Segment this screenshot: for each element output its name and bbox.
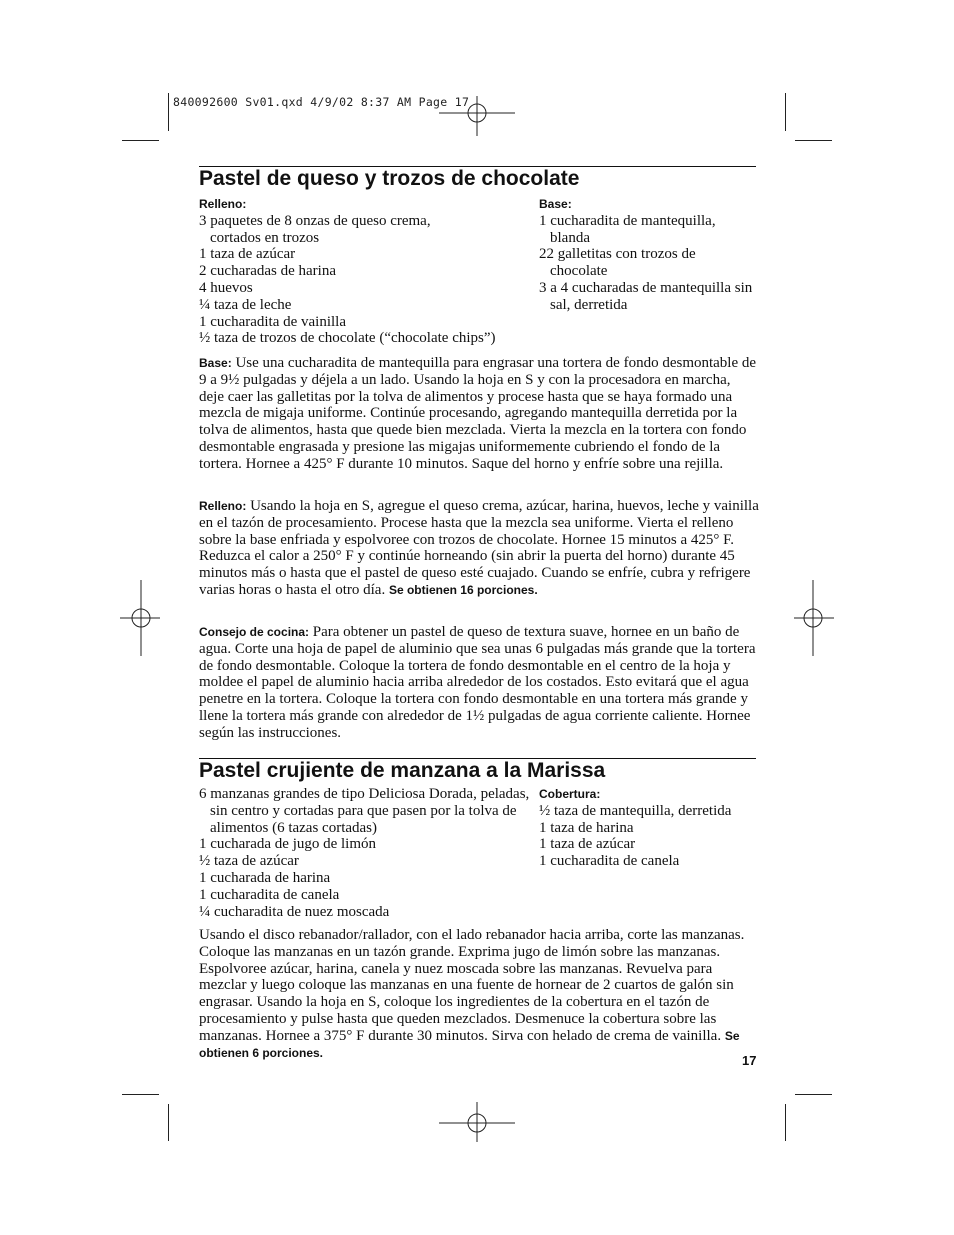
recipe-title: Pastel crujiente de manzana a la Marissa bbox=[199, 759, 606, 782]
crop-mark bbox=[122, 140, 159, 141]
crop-mark bbox=[785, 93, 786, 131]
ingredient: 4 huevos bbox=[199, 279, 253, 296]
ingredient: 3 a 4 cucharadas de mantequilla sin sal, derretida bbox=[539, 279, 753, 313]
base-label: Base: bbox=[539, 197, 572, 211]
apple-instructions-text: Usando el disco rebanador/rallador, con el lado rebanador hacia arriba, corte las manzanas. Coloque las manzanas en un tazón grande. Exprima jugo de limón sobre las manzanas. Espolvoree azúcar, harina, canela y nuez moscada sobre las manzanas. Revuelva para mezclar y luego coloque las manzanas en una fuente de hornear de 2 cuartos de galón sin engrasar. Usando la hoja en S, coloque los ingredientes de la cobertura en el tazón de procesamiento y pulse hasta que queden mezclados. Desmenuce la cobertura sobre las manzanas. Hornee a 375° F durante 30 minutos. Sirva con helado de crema de vainilla. bbox=[199, 927, 745, 1044]
filling-ingredients bbox=[199, 196, 529, 347]
base-instructions-label: Base: bbox=[199, 356, 232, 370]
ingredient: 1 cucharadita de mantequilla, blanda bbox=[539, 212, 716, 246]
ingredient: ½ taza de mantequilla, derretida bbox=[539, 802, 732, 819]
filling-instructions bbox=[199, 498, 759, 599]
base-ingredients bbox=[539, 196, 759, 314]
ingredient: ¼ cucharadita de nuez moscada bbox=[199, 903, 390, 920]
ingredient: ¼ taza de leche bbox=[199, 296, 292, 313]
topping-ingredients bbox=[539, 786, 759, 870]
page-number: 17 bbox=[742, 1053, 757, 1068]
servings: Se obtienen 6 porciones. bbox=[199, 1028, 740, 1060]
ingredient: 1 taza de azúcar bbox=[199, 246, 296, 263]
ingredient: 1 taza de azúcar bbox=[539, 836, 636, 853]
apple-ingredients bbox=[199, 786, 529, 920]
ingredient: 6 manzanas grandes de tipo Deliciosa Dorada, peladas, sin centro y cortadas para que pasen por la tolva de alimentos (6 tazas cortadas) bbox=[199, 786, 530, 836]
ingredient: 1 cucharadita de vainilla bbox=[199, 313, 347, 330]
recipe-title: Pastel de queso y trozos de chocolate bbox=[199, 167, 580, 190]
ingredient: 22 galletitas con trozos de chocolate bbox=[539, 246, 696, 280]
ingredient: 1 cucharada de harina bbox=[199, 869, 331, 886]
ingredient: 1 taza de harina bbox=[539, 819, 634, 836]
crop-mark bbox=[785, 1104, 786, 1141]
registration-mark-icon bbox=[439, 1102, 515, 1142]
topping-label: Cobertura: bbox=[539, 787, 601, 801]
crop-mark bbox=[168, 93, 169, 131]
crop-mark bbox=[795, 140, 832, 141]
ingredient: ½ taza de azúcar bbox=[199, 853, 299, 870]
crop-mark bbox=[795, 1094, 832, 1095]
filling-instructions-text: Usando la hoja en S, agregue el queso crema, azúcar, harina, huevos, leche y vainilla en el tazón de procesamiento. Procese hasta que la mezcla sea uniforme. Vierta el relleno sobre la base enfriada y espolvoree con trozos de chocolate. Hornee 15 minutos a 425° F. Reduzca el calor a 250° F y continúe horneando (sin abrir la puerta del horno) durante 45 minutos más o hasta que el pastel de queso esté cuajado. Cuando se enfríe, cubra y refrigere varias horas o hasta el otro día. bbox=[199, 498, 759, 598]
registration-mark-icon bbox=[794, 580, 834, 656]
base-instructions-text: Use una cucharadita de mantequilla para engrasar una tortera de fondo desmontable de 9 a 9½ pulgadas y déjela a un lado. Usando la hoja en S y con la procesadora en marcha, deje caer las galletitas por la tolva de alimentos y procese hasta que se haya formado una mezcla de migaja uniforme. Continúe procesando, agregando mantequilla derretida por la tolva de alimentos, hasta que quede bien mezclada. Vierta la mezcla en la tortera con fondo desmontable engrasada y presione las migajas uniformemente cubriendo el fondo de la tortera. Hornee a 425° F durante 10 minutos. Saque del horno y enfríe sobre una rejilla. bbox=[199, 355, 757, 472]
cooking-tip bbox=[199, 624, 759, 742]
base-instructions bbox=[199, 355, 759, 473]
registration-mark-icon bbox=[439, 96, 515, 136]
apple-instructions bbox=[199, 927, 759, 1061]
ingredient: 1 cucharadita de canela bbox=[199, 886, 340, 903]
cooking-tip-label: Consejo de cocina: bbox=[199, 625, 310, 639]
cooking-tip-text: Para obtener un pastel de queso de textura suave, hornee en un baño de agua. Corte una hoja de papel de aluminio que sea unas 6 pulgadas más grande que la tortera de fondo desmontable. Coloque la tortera de fondo desmontable en el centro de la hoja y moldee el papel de aluminio hacia arriba alrededor de los costados. Esto evitará que el agua penetre en la tortera. Coloque la tortera con fondo desmontable en una tortera más grande y llene la tortera más grande con alrededor de 1½ pulgadas de agua corriente caliente. Hornee según las instrucciones. bbox=[199, 624, 756, 741]
servings: Se obtienen 16 porciones. bbox=[388, 582, 538, 597]
filling-instructions-label: Relleno: bbox=[199, 499, 247, 513]
ingredient: 3 paquetes de 8 onzas de queso crema, cortados en trozos bbox=[199, 212, 431, 246]
ingredient: 2 cucharadas de harina bbox=[199, 263, 337, 280]
crop-mark bbox=[122, 1094, 159, 1095]
ingredient: 1 cucharada de jugo de limón bbox=[199, 836, 377, 853]
crop-mark bbox=[168, 1104, 169, 1141]
registration-mark-icon bbox=[120, 580, 160, 656]
filling-label: Relleno: bbox=[199, 197, 247, 211]
ingredient: 1 cucharadita de canela bbox=[539, 853, 680, 870]
printer-slug: 840092600 Sv01.qxd 4/9/02 8:37 AM Page 17 bbox=[173, 95, 470, 109]
ingredient: ½ taza de trozos de chocolate (“chocolate chips”) bbox=[199, 330, 496, 347]
